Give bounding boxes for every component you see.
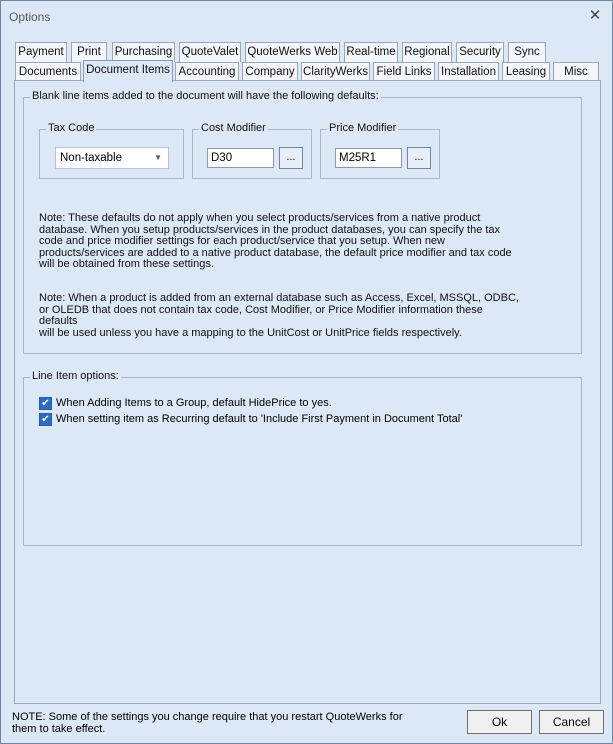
tax-code-label: Tax Code xyxy=(48,122,95,134)
line-item-options-title: Line Item options: xyxy=(32,370,119,382)
defaults-note-2 xyxy=(39,293,519,339)
tab-print[interactable]: Print xyxy=(71,42,107,62)
tab-field-links[interactable]: Field Links xyxy=(373,62,435,82)
restart-note xyxy=(12,711,412,735)
tab-quotewerks-web[interactable]: QuoteWerks Web xyxy=(245,42,340,62)
ok-button[interactable]: Ok xyxy=(467,710,532,734)
tab-document-items[interactable]: Document Items xyxy=(83,60,173,82)
note-line: Note: When a product is added from an external database such as Access, Excel, MSSQL, ODBC, xyxy=(39,292,519,304)
tab-payment[interactable]: Payment xyxy=(15,42,67,62)
price-modifier-label: Price Modifier xyxy=(329,122,397,134)
tab-quotevalet[interactable]: QuoteValet xyxy=(179,42,241,62)
cost-modifier-label: Cost Modifier xyxy=(201,122,266,134)
defaults-group-title: Blank line items added to the document will have the following defaults: xyxy=(32,90,379,102)
note-line: database. When you setup products/services in the product databases, you can specify the tax xyxy=(39,223,501,236)
tab-installation[interactable]: Installation xyxy=(438,62,499,82)
tab-claritywerks[interactable]: ClarityWerks xyxy=(301,62,370,82)
tab-company[interactable]: Company xyxy=(242,62,298,82)
tab-security[interactable]: Security xyxy=(456,42,504,62)
note-line: or OLEDB that does not contain tax code, Cost Modifier, or Price Modifier information these defaults xyxy=(39,303,483,327)
restart-note-line: them to take effect. xyxy=(12,723,106,735)
defaults-group xyxy=(23,90,582,354)
line-item-options-group xyxy=(23,370,582,546)
price-modifier-input[interactable]: M25R1 xyxy=(335,148,402,168)
tab-misc[interactable]: Misc xyxy=(553,62,599,82)
dropdown-arrow-icon: ▼ xyxy=(154,153,162,162)
tab-leasing[interactable]: Leasing xyxy=(502,62,550,82)
tab-regional[interactable]: Regional xyxy=(402,42,452,62)
close-icon[interactable]: ✕ xyxy=(588,7,602,24)
tax-code-select[interactable] xyxy=(55,147,169,169)
recurring-checkbox[interactable]: ✔ xyxy=(39,413,52,426)
hide-price-label[interactable]: When Adding Items to a Group, default HidePrice to yes. xyxy=(56,397,332,409)
cost-modifier-input[interactable]: D30 xyxy=(207,148,274,168)
tab-panel-document-items xyxy=(14,80,601,704)
recurring-label[interactable]: When setting item as Recurring default to 'Include First Payment in Document Total' xyxy=(56,413,463,425)
cost-modifier-browse-button[interactable]: ... xyxy=(279,147,303,169)
tab-documents[interactable]: Documents xyxy=(15,62,81,82)
window-title: Options xyxy=(9,10,51,24)
note-line: will be obtained from these settings. xyxy=(39,258,214,270)
tab-purchasing[interactable]: Purchasing xyxy=(112,42,175,62)
note-line: code and price modifier settings for each product/service that you setup. When new xyxy=(39,235,445,247)
defaults-note-1 xyxy=(39,213,519,271)
tab-sync[interactable]: Sync xyxy=(508,42,546,62)
hide-price-checkbox[interactable]: ✔ xyxy=(39,397,52,410)
price-modifier-browse-button[interactable]: ... xyxy=(407,147,431,169)
restart-note-line: NOTE: Some of the settings you change require that you restart QuoteWerks for xyxy=(12,711,403,723)
tax-code-group xyxy=(39,122,184,179)
note-line: Note: These defaults do not apply when you select products/services from a native product xyxy=(39,212,481,224)
tab-accounting[interactable]: Accounting xyxy=(175,62,239,82)
note-line: products/services are added to a native product database, the default price modifier and tax code xyxy=(39,246,512,259)
price-modifier-group xyxy=(320,122,440,179)
cancel-button[interactable]: Cancel xyxy=(539,710,604,734)
cost-modifier-group xyxy=(192,122,312,179)
tab-real-time[interactable]: Real-time xyxy=(344,42,398,62)
tax-code-value: Non-taxable xyxy=(60,152,123,164)
note-line: will be used unless you have a mapping to the UnitCost or UnitPrice fields respectively. xyxy=(39,326,462,339)
title-bar xyxy=(1,1,612,33)
